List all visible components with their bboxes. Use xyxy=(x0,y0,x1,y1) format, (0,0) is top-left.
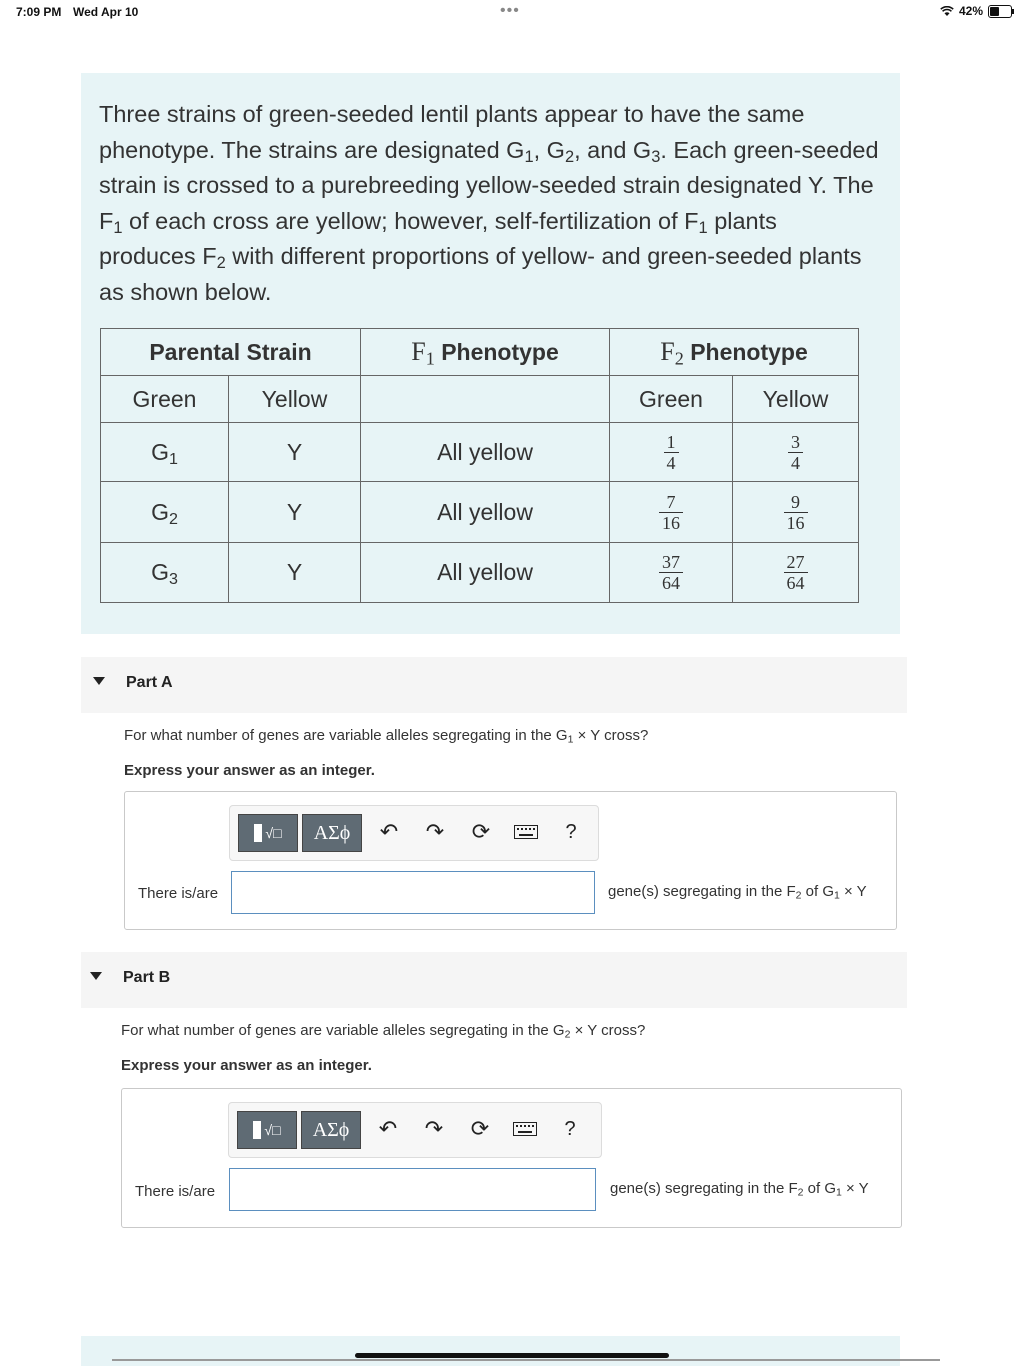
part-b-question: For what number of genes are variable alleles segregating in the $G_2 \times Y$ cross? xyxy=(121,1022,646,1041)
part-a-header[interactable] xyxy=(81,657,907,713)
battery-percent: 42% xyxy=(958,4,983,18)
part-b-answer-input[interactable] xyxy=(229,1168,596,1211)
cell-f1-phenotype: All yellow xyxy=(361,482,610,543)
answer-prefix-label: There is/are xyxy=(138,885,219,902)
redo-icon[interactable]: ↷ xyxy=(425,819,445,844)
reset-icon[interactable]: ⟳ xyxy=(470,1116,490,1141)
cell-f2-green: $\frac{37}{64}$ xyxy=(610,543,733,603)
math-toolbar xyxy=(229,805,599,861)
collapse-triangle-icon[interactable] xyxy=(90,972,102,980)
subheader-f1-empty xyxy=(361,376,610,423)
subheader-yellow: Yellow xyxy=(229,376,361,423)
cell-yellow-strain: Y xyxy=(229,482,361,543)
subheader-f2-green: Green xyxy=(610,376,733,423)
home-indicator[interactable] xyxy=(355,1353,669,1358)
part-b-header[interactable] xyxy=(81,952,907,1008)
answer-suffix-label: gene(s) segregating in the $F_2$ of $G_1 \times Y$ xyxy=(608,883,867,902)
subheader-green: Green xyxy=(101,376,229,423)
status-bar xyxy=(0,0,1024,26)
cell-f2-green: $\frac{1}{4}$ xyxy=(610,423,733,482)
keyboard-icon[interactable] xyxy=(513,814,539,850)
cell-green-strain: $G_2$ xyxy=(101,482,229,543)
part-b-label: Part B xyxy=(123,969,171,986)
answer-prefix-label: There is/are xyxy=(135,1183,216,1200)
part-a-question: For what number of genes are variable alleles segregating in the $G_1 \times Y$ cross? xyxy=(124,727,649,746)
undo-icon[interactable]: ↶ xyxy=(378,1116,398,1141)
table-row xyxy=(101,423,859,482)
problem-intro-text: Three strains of green-seeded lentil plants appear to have the same phenotype. The strains are designated $G_1$, $G_2$, and $G_3$. Each green-seeded strain is crossed to a purebreeding yellow-seeded strain designated Y. The $F_1$ of each cross are yellow; however, self-fertilization of $F_1$ plants produces $F_2$ with different proportions of yellow- and green-seeded plants as shown below. xyxy=(99,101,879,305)
header-f1-phenotype: $F_1$ Phenotype xyxy=(361,329,610,376)
header-parental-strain: Parental Strain xyxy=(101,329,361,376)
cell-f2-yellow: $\frac{27}{64}$ xyxy=(733,543,859,603)
cell-f2-yellow: $\frac{3}{4}$ xyxy=(733,423,859,482)
math-toolbar xyxy=(228,1102,602,1158)
redo-icon[interactable]: ↷ xyxy=(424,1116,444,1141)
subheader-f2-yellow: Yellow xyxy=(733,376,859,423)
cell-yellow-strain: Y xyxy=(229,423,361,482)
status-time: 7:09 PM xyxy=(16,5,62,19)
help-icon[interactable]: ? xyxy=(565,820,577,843)
greek-symbols-button[interactable]: ΑΣϕ xyxy=(302,814,362,852)
templates-button[interactable]: √□ xyxy=(237,1111,297,1149)
part-a-label: Part A xyxy=(126,674,173,691)
collapse-triangle-icon[interactable] xyxy=(93,677,105,685)
undo-icon[interactable]: ↶ xyxy=(379,819,399,844)
status-right xyxy=(940,4,1012,18)
cell-yellow-strain: Y xyxy=(229,543,361,603)
cell-green-strain: $G_1$ xyxy=(101,423,229,482)
part-b-answer-box xyxy=(121,1088,902,1228)
wifi-icon xyxy=(940,6,954,17)
cross-results-table xyxy=(100,328,859,603)
next-section-panel xyxy=(81,1336,900,1366)
status-date: Wed Apr 10 xyxy=(73,5,139,19)
cell-green-strain: $G_3$ xyxy=(101,543,229,603)
part-a-answer-box xyxy=(124,791,897,930)
cell-f1-phenotype: All yellow xyxy=(361,423,610,482)
part-a-instruction: Express your answer as an integer. xyxy=(124,762,375,779)
part-a-answer-input[interactable] xyxy=(231,871,595,914)
cell-f1-phenotype: All yellow xyxy=(361,543,610,603)
cell-f2-yellow: $\frac{9}{16}$ xyxy=(733,482,859,543)
scroll-divider xyxy=(112,1359,940,1361)
multitask-dots-icon[interactable]: ••• xyxy=(500,2,520,19)
reset-icon[interactable]: ⟳ xyxy=(471,819,491,844)
keyboard-icon[interactable] xyxy=(512,1111,538,1147)
header-f2-phenotype: $F_2$ Phenotype xyxy=(610,329,859,376)
table-row xyxy=(101,543,859,603)
answer-suffix-label: gene(s) segregating in the $F_2$ of $G_1 \times Y$ xyxy=(610,1180,869,1199)
greek-symbols-button[interactable]: ΑΣϕ xyxy=(301,1111,361,1149)
battery-icon xyxy=(988,5,1012,18)
cell-f2-green: $\frac{7}{16}$ xyxy=(610,482,733,543)
templates-button[interactable]: √□ xyxy=(238,814,298,852)
help-icon[interactable]: ? xyxy=(564,1117,576,1140)
table-row xyxy=(101,482,859,543)
part-b-instruction: Express your answer as an integer. xyxy=(121,1057,372,1074)
